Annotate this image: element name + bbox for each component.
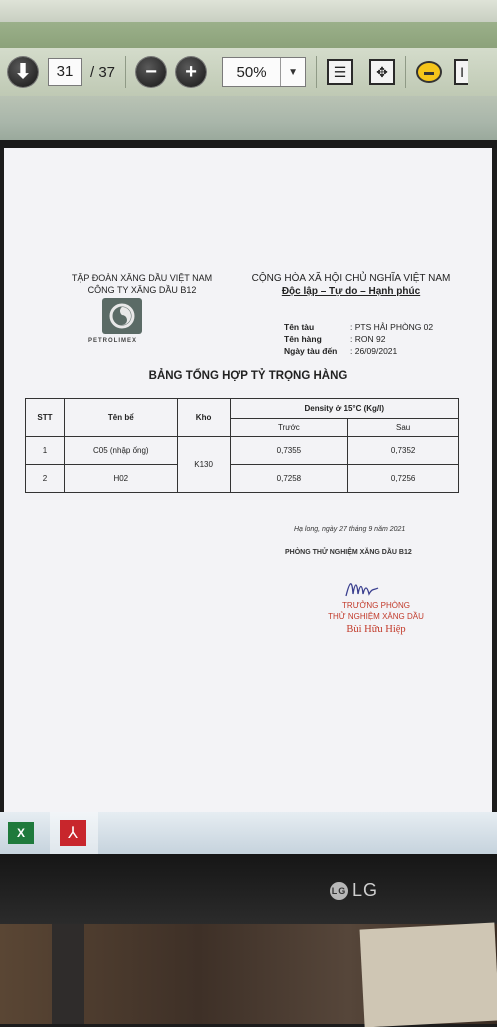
national-header xyxy=(242,272,460,298)
density-table xyxy=(25,398,459,493)
comment-icon: ▬ xyxy=(424,66,435,78)
pdf-toolbar xyxy=(0,48,497,96)
ship-name-row xyxy=(284,321,433,333)
toolbar-separator xyxy=(125,56,126,88)
ship-info-value: : 26/09/2021 xyxy=(350,346,398,356)
viewer-background xyxy=(0,96,497,140)
group-name: TẬP ĐOÀN XĂNG DẦU VIỆT NAM xyxy=(71,273,213,283)
cargo-row xyxy=(284,333,433,345)
ship-info xyxy=(284,321,433,357)
signer-unit: THỬ NGHIỆM XĂNG DẦU xyxy=(328,612,424,621)
cell-before: 0,7355 xyxy=(230,437,348,465)
page-edge xyxy=(0,140,497,148)
highlight-button[interactable] xyxy=(454,59,468,85)
cell-tank: H02 xyxy=(64,465,177,493)
handwritten-signature xyxy=(342,576,382,602)
arrow-down-icon: ⬇ xyxy=(14,61,32,83)
document-title: BẢNG TỔNG HỢP TỶ TRỌNG HÀNG xyxy=(148,370,348,382)
app-menu-bar xyxy=(0,22,497,48)
arrival-date-row xyxy=(284,345,433,357)
chevron-down-icon[interactable]: ▼ xyxy=(280,58,305,86)
cell-before: 0,7258 xyxy=(230,465,348,493)
zoom-value: 50% xyxy=(236,63,267,81)
fit-page-icon: ☰ xyxy=(333,63,347,80)
plus-icon: + xyxy=(185,61,197,83)
window-title-strip xyxy=(0,0,497,22)
table-row xyxy=(26,437,459,465)
cell-depot: K130 xyxy=(177,437,230,493)
next-page-button[interactable] xyxy=(8,57,38,87)
signer-name: Bùi Hữu Hiệp xyxy=(346,624,406,635)
organization-header xyxy=(42,272,242,296)
table-row xyxy=(26,465,459,493)
minus-icon: − xyxy=(145,61,157,83)
comment-button[interactable] xyxy=(416,61,442,83)
cell-tank: C05 (nhập ống) xyxy=(64,437,177,465)
monitor-bezel xyxy=(0,854,497,924)
monitor-stand xyxy=(52,924,84,1024)
excel-taskbar-icon[interactable] xyxy=(8,822,34,844)
pdf-page xyxy=(4,148,492,812)
taskbar xyxy=(0,812,497,854)
cell-stt: 1 xyxy=(26,437,65,465)
department-name: PHÒNG THỬ NGHIỆM XĂNG DẦU B12 xyxy=(285,549,412,556)
column-header-after: Sau xyxy=(348,419,459,437)
fit-width-button[interactable] xyxy=(369,59,395,85)
monitor-brand-logo xyxy=(330,880,378,901)
ship-info-label: Tên hàng xyxy=(284,334,322,344)
page-total: / 37 xyxy=(90,63,116,81)
toolbar-separator xyxy=(316,56,317,88)
paper-on-desk xyxy=(360,923,497,1027)
column-header-before: Trước xyxy=(230,419,348,437)
toolbar-separator xyxy=(405,56,406,88)
signer-title: TRƯỞNG PHÒNG xyxy=(342,601,410,610)
cell-after: 0,7352 xyxy=(348,437,459,465)
column-header-tank: Tên bể xyxy=(64,399,177,437)
brand-name: LG xyxy=(352,880,379,900)
highlight-icon: I xyxy=(460,64,464,80)
fit-page-button[interactable] xyxy=(327,59,353,85)
signature-block xyxy=(316,600,436,635)
ship-info-label: Tên tàu xyxy=(284,322,315,332)
zoom-in-button[interactable] xyxy=(176,57,206,87)
petrolimex-logo xyxy=(102,298,142,334)
ship-info-label: Ngày tàu đến xyxy=(284,346,338,356)
cell-after: 0,7256 xyxy=(348,465,459,493)
pdf-taskbar-icon[interactable] xyxy=(60,820,86,846)
cell-stt: 2 xyxy=(26,465,65,493)
column-header-density: Density ở 15°C (Kg/l) xyxy=(230,399,458,419)
national-motto: Độc lập – Tự do – Hạnh phúc xyxy=(281,286,421,297)
lg-logo-icon: LG xyxy=(330,882,348,900)
zoom-out-button[interactable] xyxy=(136,57,166,87)
petrolimex-logo-icon xyxy=(107,301,137,331)
ship-info-value: : RON 92 xyxy=(350,334,386,344)
excel-icon-label: X xyxy=(16,826,25,840)
national-title: CỘNG HÒA XÃ HỘI CHỦ NGHĨA VIỆT NAM xyxy=(251,273,451,284)
column-header-stt: STT xyxy=(26,399,65,437)
column-header-depot: Kho xyxy=(177,399,230,437)
ship-info-value: : PTS HẢI PHÒNG 02 xyxy=(350,322,434,332)
table-header-row xyxy=(26,399,459,419)
pdf-icon-label: ⅄ xyxy=(68,825,78,842)
page-number-input[interactable]: 31 xyxy=(48,58,82,86)
company-name: CÔNG TY XĂNG DẦU B12 xyxy=(87,285,197,295)
date-line: Hạ long, ngày 27 tháng 9 năm 2021 xyxy=(294,526,406,533)
logo-text: PETROLIMEX xyxy=(88,338,138,344)
expand-icon: ✥ xyxy=(376,63,388,80)
zoom-select[interactable] xyxy=(222,57,306,87)
